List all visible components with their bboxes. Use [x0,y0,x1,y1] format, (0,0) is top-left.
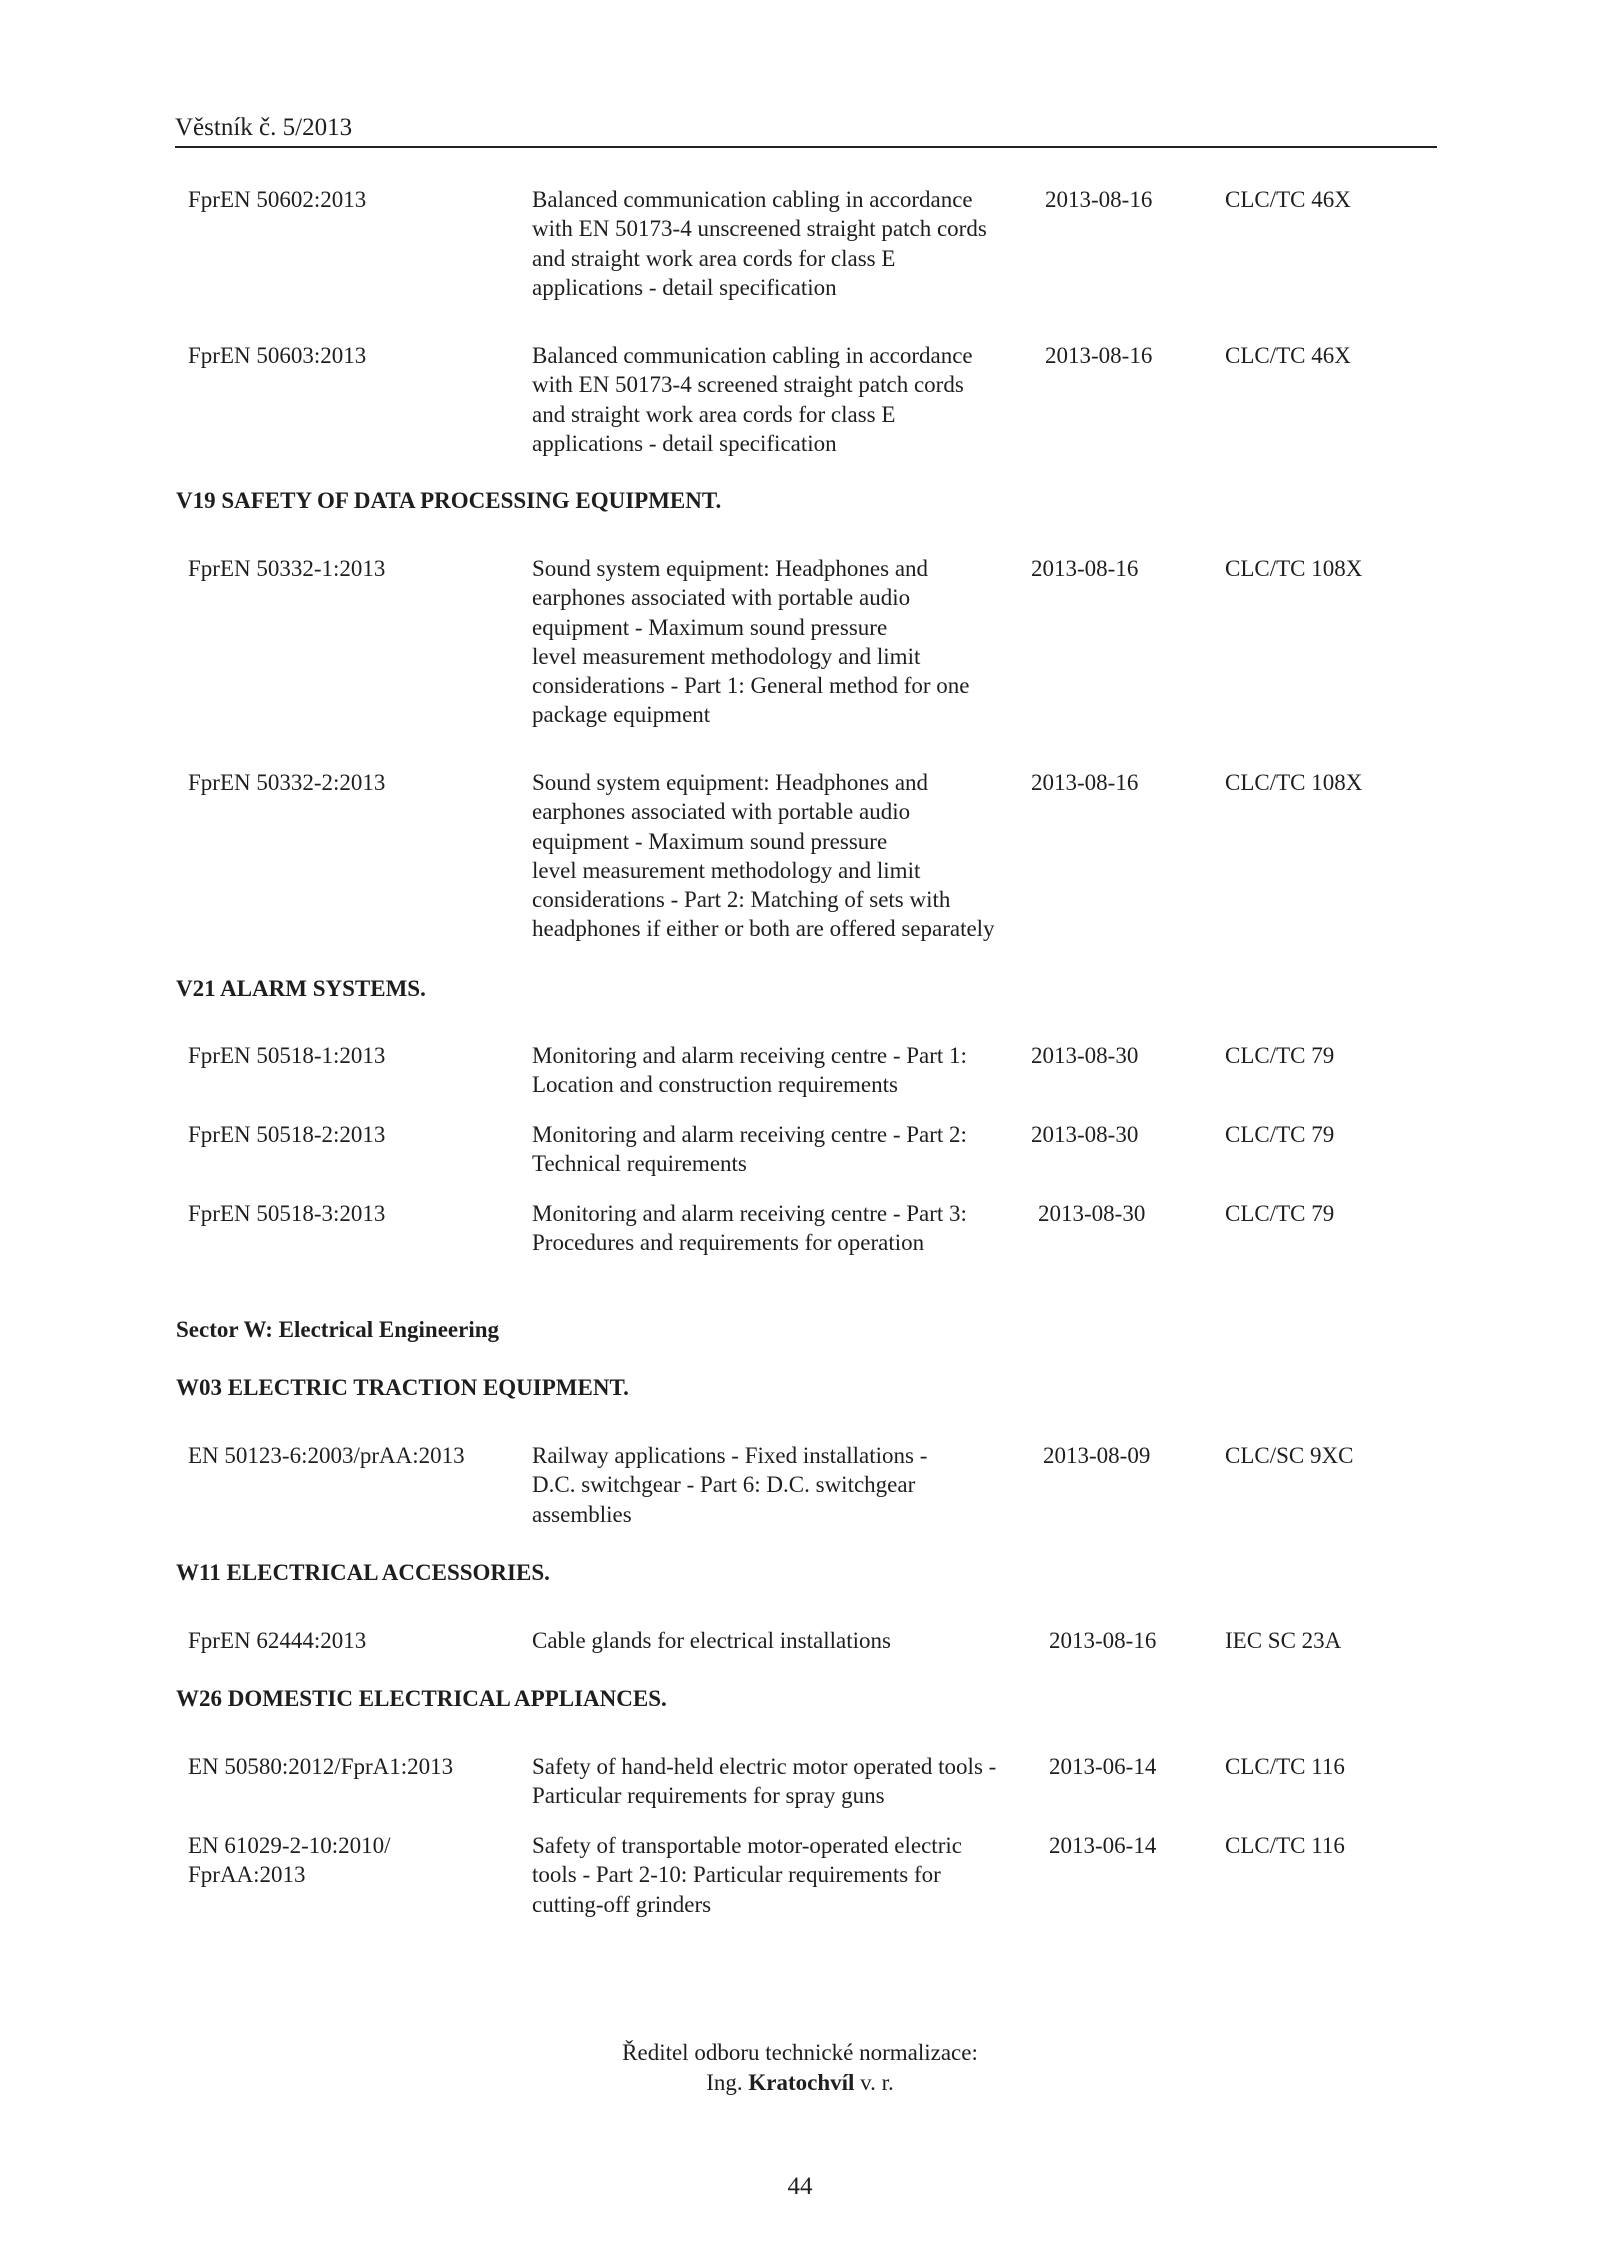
standard-code: FprEN 62444:2013 [188,1628,367,1653]
standard-title [532,1626,1032,1655]
standard-title [532,554,1032,730]
standard-title-line: Sound system equipment: Headphones and [532,770,929,795]
standard-title-line: Monitoring and alarm receiving centre - Part 3: [532,1201,967,1226]
journal-title: Věstník č. 5/2013 [175,114,353,141]
signature-title: Ing. [706,2070,743,2095]
standard-code-line: EN 61029-2-10:2010/ [188,1833,391,1858]
standard-title-line: Location and construction requirements [532,1072,898,1098]
standard-title [532,1041,1032,1100]
standard-committee: CLC/TC 116 [1225,1754,1345,1779]
standard-code: FprEN 50602:2013 [188,187,367,212]
standard-title [532,1120,1032,1179]
standard-title [532,768,1032,944]
standard-committee: CLC/TC 108X [1225,770,1363,795]
standard-title-line: Sound system equipment: Headphones and [532,556,929,581]
section-heading-w03: W03 ELECTRIC TRACTION EQUIPMENT. [176,1375,629,1400]
signature-suffix: v. r. [860,2070,894,2095]
standard-title-line: Balanced communication cabling in accordance [532,343,973,368]
standard-date: 2013-08-16 [1049,1628,1157,1653]
standard-title [532,341,1032,458]
standard-date: 2013-08-09 [1043,1443,1151,1468]
standard-committee: CLC/TC 46X [1225,187,1351,212]
standard-title-line: considerations - Part 2: Matching of sets with [532,887,951,913]
standard-title-line: with EN 50173-4 screened straight patch cords [532,372,964,398]
standard-title [532,1199,1032,1258]
standard-code: EN 50580:2012/FprA1:2013 [188,1754,454,1779]
signature-role: Ředitel odboru technické normalizace: [622,2040,978,2065]
standard-date: 2013-08-16 [1045,187,1153,212]
standard-title-line: Safety of transportable motor-operated electric [532,1833,962,1858]
standard-title-line: equipment - Maximum sound pressure [532,614,888,640]
standard-date: 2013-08-30 [1031,1043,1139,1068]
signature-name [0,2068,1600,2098]
sector-heading-w: Sector W: Electrical Engineering [176,1317,500,1342]
standard-date: 2013-08-30 [1031,1122,1139,1147]
standard-date: 2013-06-14 [1049,1754,1157,1779]
standard-date: 2013-08-16 [1045,343,1153,368]
standard-title-line: earphones associated with portable audio [532,799,911,825]
standard-title-line: assemblies [532,1501,632,1527]
section-heading-w26: W26 DOMESTIC ELECTRICAL APPLIANCES. [176,1686,667,1711]
standard-title-line: Safety of hand-held electric motor operated tools - [532,1754,997,1779]
standard-title-line: Monitoring and alarm receiving centre - Part 1: [532,1043,967,1068]
section-heading-v19: V19 SAFETY OF DATA PROCESSING EQUIPMENT. [176,488,722,513]
standard-committee: CLC/TC 108X [1225,556,1363,581]
standard-date: 2013-08-16 [1031,770,1139,795]
standard-title-line: cutting-off grinders [532,1891,712,1917]
standard-code: FprEN 50332-2:2013 [188,770,386,795]
standard-title-line: applications - detail specification [532,430,837,456]
standard-date: 2013-08-16 [1031,556,1139,581]
standard-title-line: Particular requirements for spray guns [532,1783,885,1809]
standard-committee: IEC SC 23A [1225,1628,1342,1653]
standard-title-line: Railway applications - Fixed installations - [532,1443,928,1468]
standard-code: FprEN 50518-1:2013 [188,1043,386,1068]
standard-title-line: package equipment [532,702,711,728]
standard-title-line: Balanced communication cabling in accordance [532,187,973,212]
standard-title-line: considerations - Part 1: General method for one [532,673,970,699]
standard-date: 2013-08-30 [1038,1201,1146,1226]
standard-title-line: Monitoring and alarm receiving centre - Part 2: [532,1122,967,1147]
standard-committee: CLC/TC 79 [1225,1122,1335,1147]
standard-code-line: FprAA:2013 [188,1862,306,1888]
page-number: 44 [787,2173,813,2200]
standard-title-line: applications - detail specification [532,274,837,300]
standard-title-line: headphones if either or both are offered separately [532,916,995,942]
section-heading-v21: V21 ALARM SYSTEMS. [176,976,426,1001]
standard-committee: CLC/TC 79 [1225,1201,1335,1226]
standard-code: FprEN 50518-3:2013 [188,1201,386,1226]
standard-committee: CLC/SC 9XC [1225,1443,1354,1468]
standard-title [532,1752,1032,1811]
standard-code: FprEN 50332-1:2013 [188,556,386,581]
standard-code: EN 50123-6:2003/prAA:2013 [188,1443,465,1468]
standard-committee: CLC/TC 46X [1225,343,1351,368]
standard-title-line: Technical requirements [532,1151,747,1177]
standard-title [532,185,1032,302]
standard-title-line: Procedures and requirements for operation [532,1230,925,1256]
section-heading-w11: W11 ELECTRICAL ACCESSORIES. [176,1560,550,1585]
signature-block [0,2038,1600,2098]
standard-committee: CLC/TC 116 [1225,1833,1345,1858]
standard-date: 2013-06-14 [1049,1833,1157,1858]
standard-code: FprEN 50603:2013 [188,343,367,368]
standard-title-line: earphones associated with portable audio [532,585,911,611]
standard-title-line: Cable glands for electrical installations [532,1628,891,1653]
standard-code [188,1831,391,1890]
standard-title [532,1831,1032,1919]
signature-surname: Kratochvíl [748,2070,855,2095]
standard-title-line: tools - Part 2-10: Particular requirements for [532,1862,941,1888]
standard-committee: CLC/TC 79 [1225,1043,1335,1068]
standard-title-line: and straight work area cords for class E [532,245,896,271]
standard-title-line: level measurement methodology and limit [532,643,921,669]
standard-title [532,1441,1032,1529]
standard-title-line: equipment - Maximum sound pressure [532,828,888,854]
standard-title-line: with EN 50173-4 unscreened straight patch cords [532,216,987,242]
standard-title-line: and straight work area cords for class E [532,401,896,427]
standard-title-line: D.C. switchgear - Part 6: D.C. switchgear [532,1472,916,1498]
page-header [175,108,1437,148]
standard-title-line: level measurement methodology and limit [532,857,921,883]
standard-code: FprEN 50518-2:2013 [188,1122,386,1147]
